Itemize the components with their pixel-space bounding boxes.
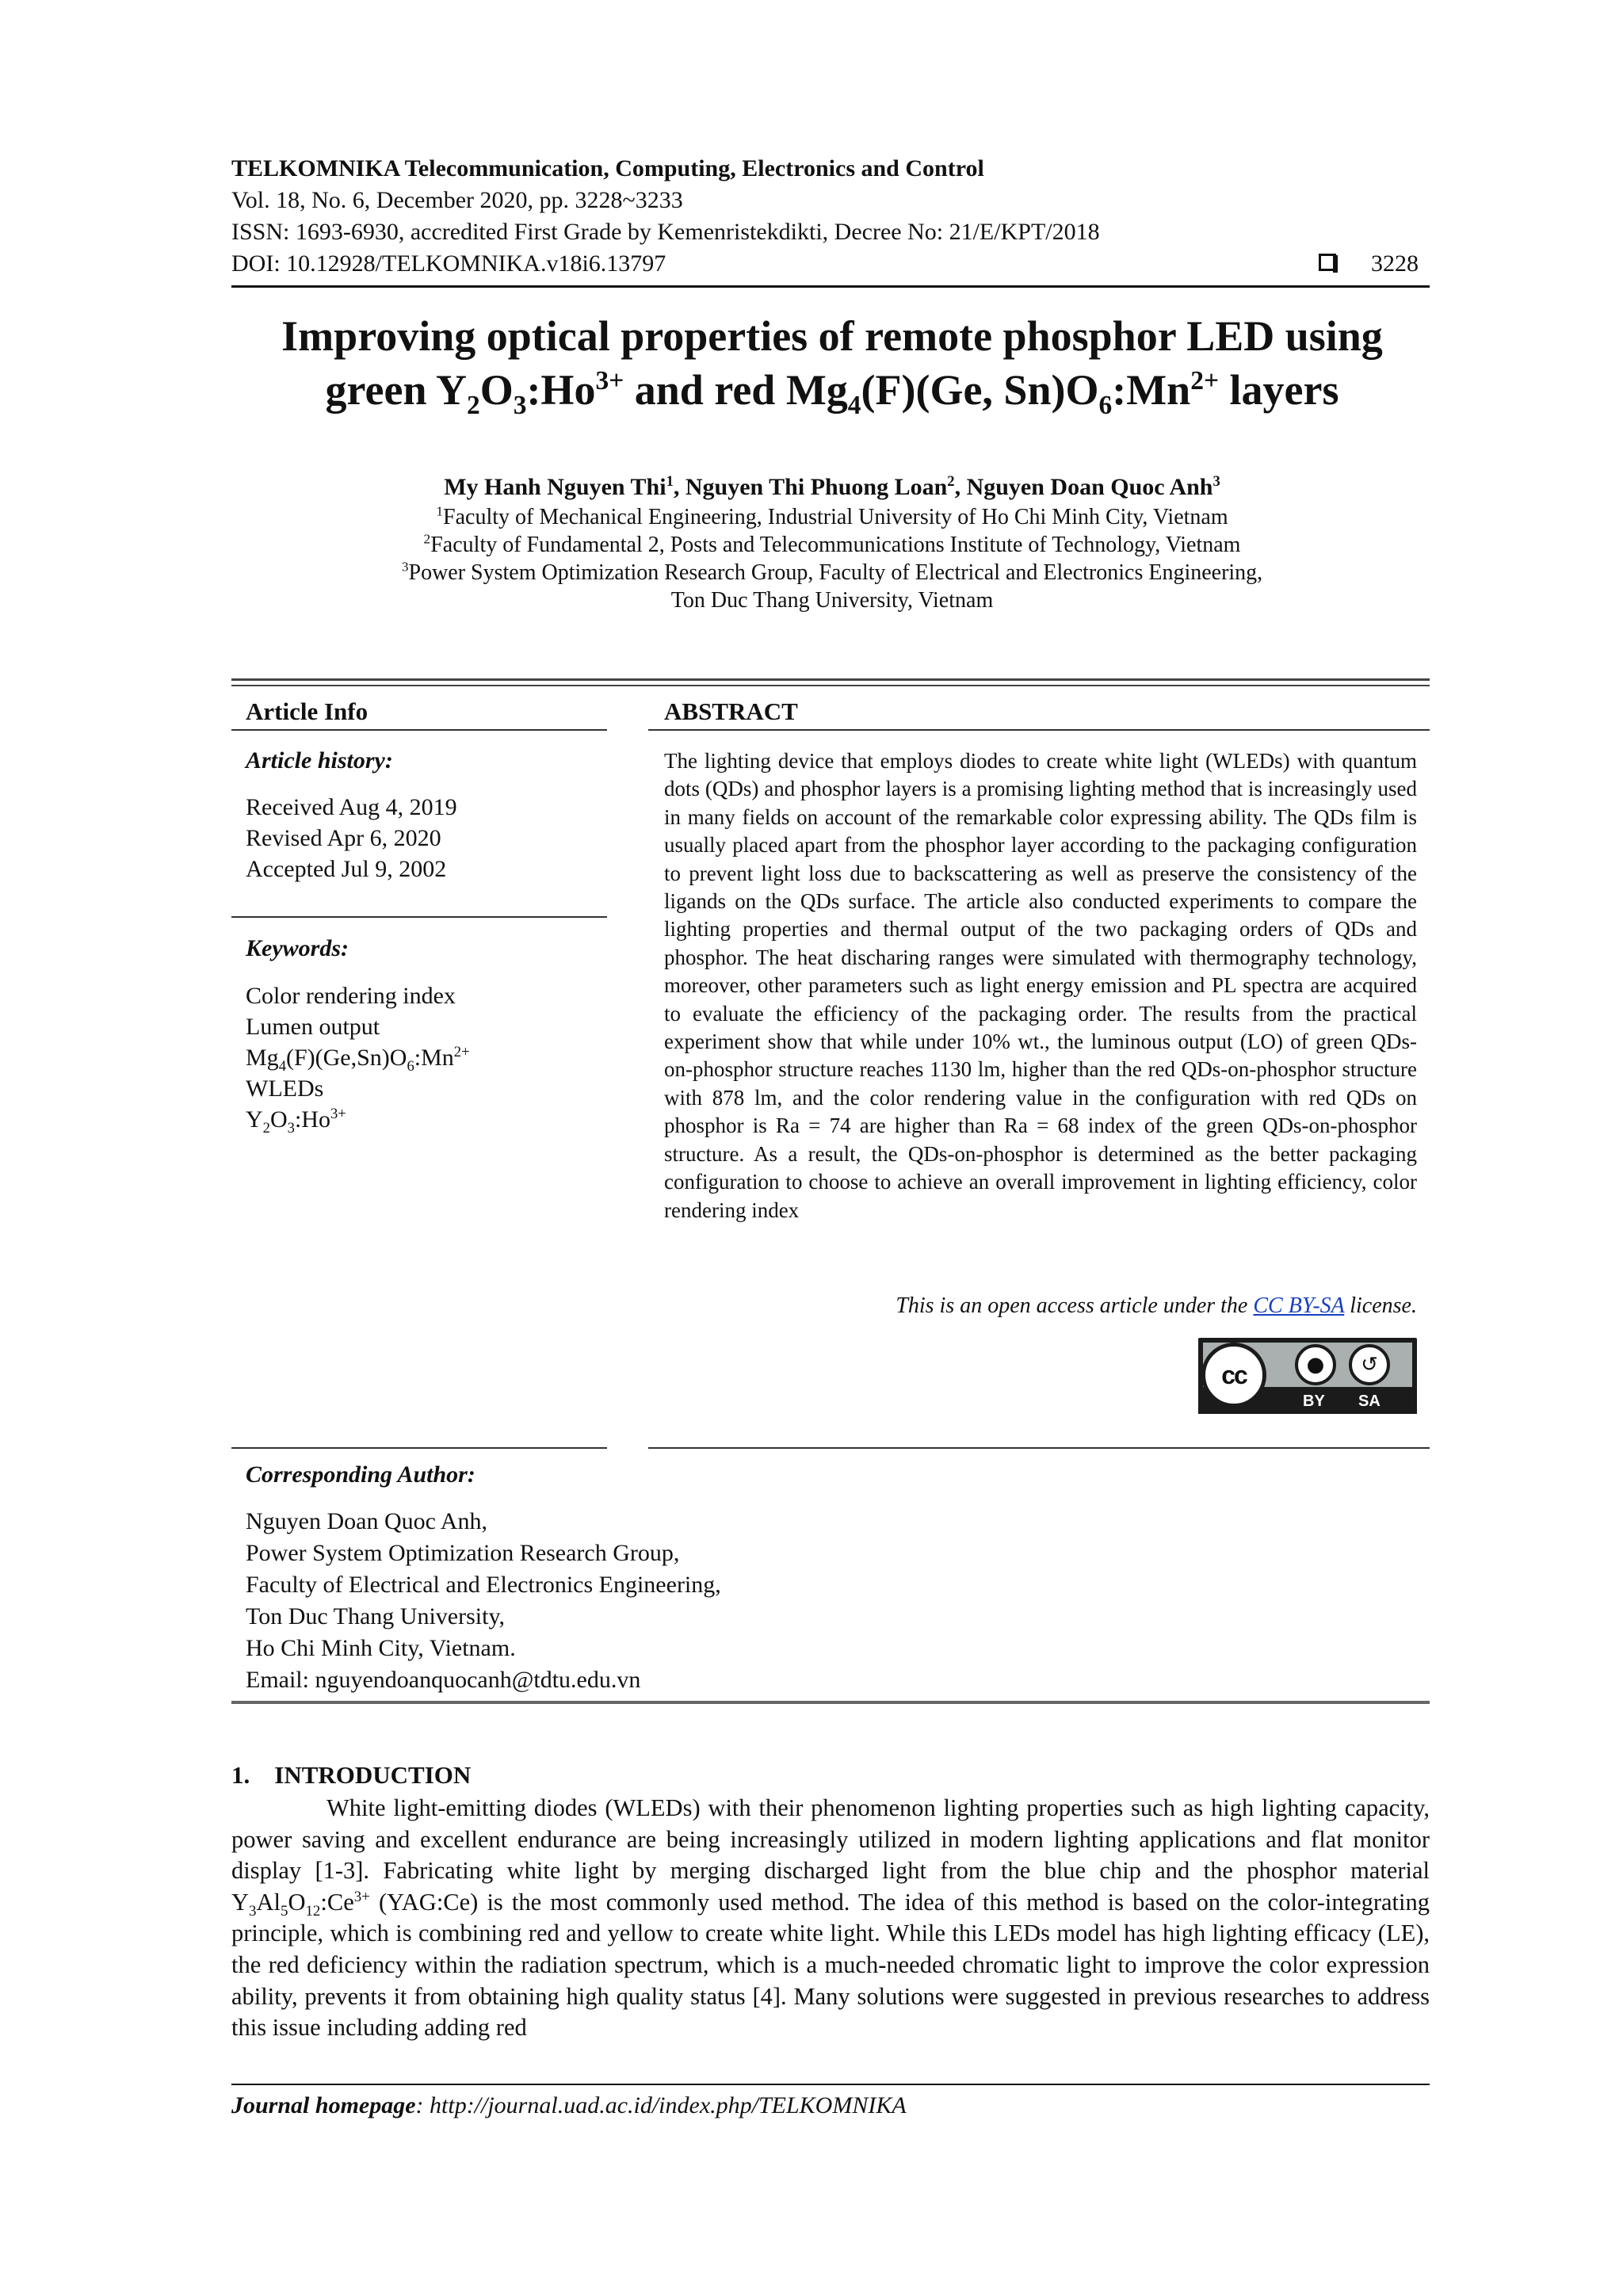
introduction-heading: 1. INTRODUCTION <box>231 1761 472 1789</box>
title-line-2: green $Y_2O_3:Ho^{3+}$ and red $Mg_4(F)(Ge$, $Sn)O_6:Mn^{2+}$ layers <box>325 366 1339 420</box>
keyword-item: WLEDs <box>246 1075 324 1102</box>
author-list: My Hanh Nguyen Thi$^1$, Nguyen Thi Phuong Loan$^2$, Nguyen Doan Quoc Anh$^3$ <box>444 473 1220 500</box>
cc-by-sa-link[interactable]: CC BY-SA <box>1253 1293 1345 1318</box>
header-rule <box>231 285 1430 288</box>
corresponding-right-rule <box>648 1447 1430 1449</box>
cc-by-label: BY <box>1303 1392 1325 1410</box>
corresponding-group: Power System Optimization Research Group, <box>246 1540 680 1566</box>
corresponding-faculty: Faculty of Electrical and Electronics Engineering, <box>246 1572 721 1598</box>
received-date: Received Aug 4, 2019 <box>246 794 457 820</box>
infobox-top-rule <box>231 678 1430 681</box>
corresponding-details <box>246 1506 721 1696</box>
cc-by-sa-badge[interactable] <box>1198 1338 1417 1414</box>
footer-rule <box>231 2084 1430 2085</box>
history-list <box>246 792 457 884</box>
journal-volume: Vol. 18, No. 6, December 2020, pp. 3228~3233 <box>231 187 683 213</box>
abstract-heading: ABSTRACT <box>664 697 798 725</box>
infobox-top-rule-2 <box>231 685 1430 686</box>
corresponding-city: Ho Chi Minh City, Vietnam. <box>246 1635 516 1661</box>
affiliation-1: $^1$Faculty of Mechanical Engineering, Industrial University of Ho Chi Minh City, Vietnam <box>436 503 1228 529</box>
affiliation-3: $^3$Power System Optimization Research Group, Faculty of Electrical and Electronics Engineering, <box>401 559 1263 585</box>
keyword-item: $Mg_4(F)(Ge,Sn)O_6:Mn^{2+}$ <box>246 1044 470 1075</box>
journal-homepage-url[interactable]: : http://journal.uad.ac.id/index.php/TELKOMNIKA <box>415 2092 907 2118</box>
abstract-rule <box>648 729 1430 731</box>
page-number: 3228 <box>1371 250 1419 277</box>
keyword-item: Lumen output <box>246 1014 380 1040</box>
article-info-heading: Article Info <box>246 697 369 725</box>
title-line-1: Improving optical properties of remote phosphor LED using <box>281 312 1383 360</box>
corresponding-name: Nguyen Doan Quoc Anh, <box>246 1508 487 1534</box>
cc-icon: cc <box>1201 1343 1266 1408</box>
corresponding-university: Ton Duc Thang University, <box>246 1603 506 1629</box>
keyword-item: $Y_2O_3:Ho^{3+}$ <box>246 1106 346 1137</box>
revised-date: Revised Apr 6, 2020 <box>246 825 441 851</box>
journal-homepage: Journal homepage: http://journal.uad.ac.id/index.php/TELKOMNIKA <box>231 2092 907 2118</box>
article-info-rule <box>231 729 607 731</box>
history-heading: Article history: <box>246 747 393 774</box>
keywords-heading: Keywords: <box>246 935 349 961</box>
keyword-item: Color rendering index <box>246 983 456 1009</box>
keywords-list <box>246 980 470 1135</box>
cc-sa-label: SA <box>1358 1392 1381 1410</box>
journal-doi: DOI: 10.12928/TELKOMNIKA.v18i6.13797 <box>231 250 666 277</box>
corresponding-email: Email: nguyendoanquocanh@tdtu.edu.vn <box>246 1667 641 1693</box>
share-alike-icon: ↺ <box>1349 1344 1390 1385</box>
abstract-text: The lighting device that employs diodes to create white light (WLEDs) with quantum dots (QDs) and phosphor layers is a promising lighting method that is increasingly used in many fields on account of the remarkable color expressing ability. The QDs film is usually placed apart from the phosphor layer according to the packaging configuration to prevent light loss due to backscattering as well as preserve the consistency of the ligands on the QDs surface. The article also conducted experiments to compare the lighting properties and thermal output of the two packaging orders of QDs and phosphor. The heat discharing ranges were simulated with thermography technology, moreover, other parameters such as light energy emission and PL spectra are acquired to evaluate the efficiency of the packaging order. The results from the practical experiment show that while under 10% wt., the luminous output (LO) of green QDs-on-phosphor structure reaches 1130 lm, higher than the red QDs-on-phosphor structure with 878 lm, and the color rendering value in the configuration with red QDs on phosphor is Ra = 74 are higher than Ra = 68 index of the green QDs-on-phosphor structure. As a result, the QDs-on-phosphor is determined as the better packaging configuration to choose to achieve an overall improvement in lighting efficiency, color rendering index <box>664 749 1417 1222</box>
license-note: This is an open access article under the CC BY-SA license. <box>896 1293 1417 1318</box>
corresponding-heading: Corresponding Author: <box>246 1461 475 1488</box>
affiliation-3-cont: Ton Duc Thang University, Vietnam <box>670 588 994 613</box>
infobox-bottom-rule <box>231 1701 1430 1704</box>
paper-title <box>158 309 1506 420</box>
accepted-date: Accepted Jul 9, 2002 <box>246 856 447 882</box>
journal-issn: ISSN: 1693-6930, accredited First Grade by Kemenristekdikti, Decree No: 21/E/KPT/2018 <box>231 219 1100 245</box>
introduction-paragraph: White light-emitting diodes (WLEDs) with their phenomenon lighting properties such as high lighting capacity, power saving and excellent endurance are being increasingly utilized in modern lighting applications and flat monitor display [1-3]. Fabricating white light by merging discharged light from the blue chip and the phosphor material $Y_3Al_5O_{12}:Ce^{3+}$ (YAG:Ce) is the most commonly used method. The idea of this method is based on the color-integrating principle, which is combining red and yellow to create white light. While this LEDs model has high lighting efficacy (LE), the red deficiency within the radiation spectrum, which is a much-needed chromatic light to improve the color expression ability, prevents it from obtaining high quality status [4]. Many solutions were suggested in previous researches to address this issue including adding red <box>231 1794 1430 2042</box>
affiliation-2: $^2$Faculty of Fundamental 2, Posts and Telecommunications Institute of Technology, Vietnam <box>423 531 1241 557</box>
introduction-text <box>231 1793 1430 2044</box>
corresponding-left-rule <box>231 1447 607 1449</box>
page-box-icon <box>1319 254 1336 271</box>
journal-name: TELKOMNIKA Telecommunication, Computing, Electronics and Control <box>231 155 984 181</box>
attribution-icon: ● <box>1295 1344 1336 1385</box>
history-rule <box>231 916 607 918</box>
